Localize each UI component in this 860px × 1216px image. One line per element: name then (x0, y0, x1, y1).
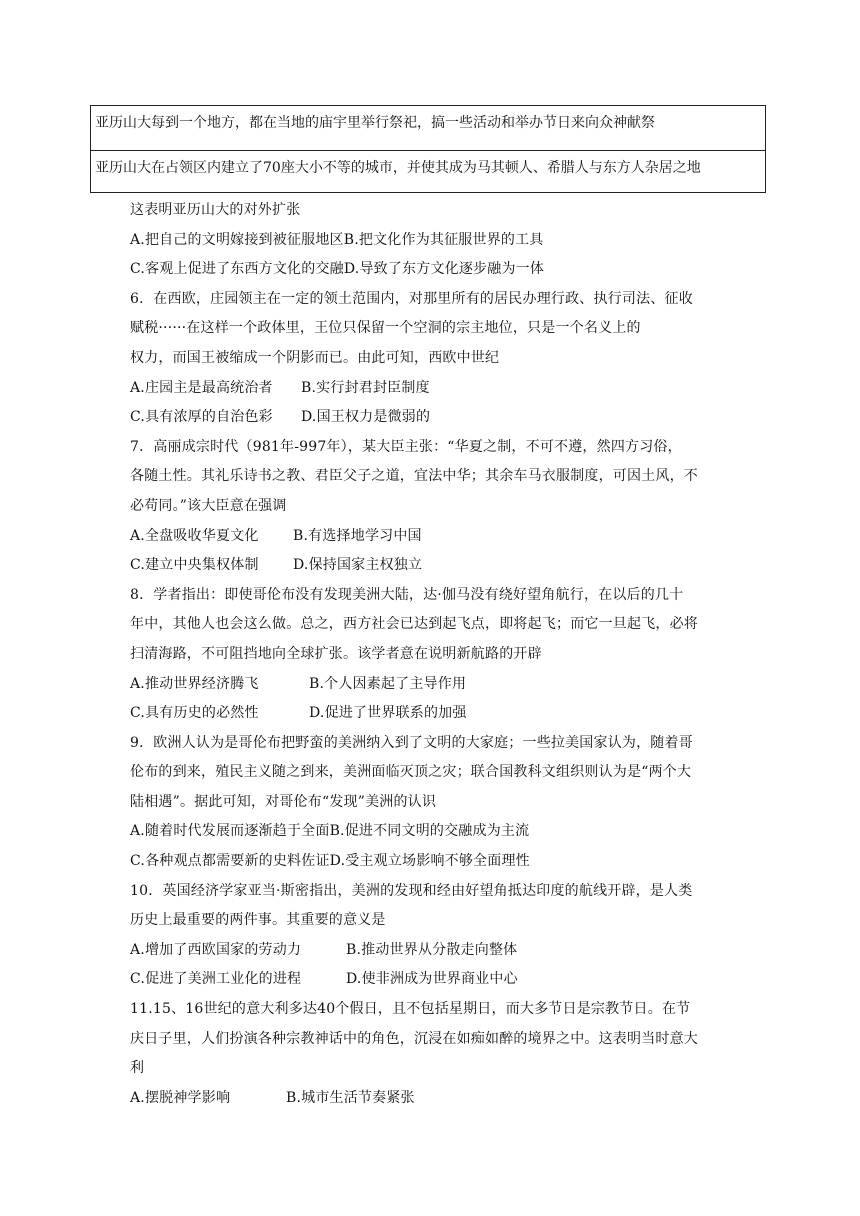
text-line: 10．英国经济学家亚当·斯密指出，美洲的发现和经由好望角抵达印度的航线开辟，是人类 (130, 882, 693, 899)
answer-options-line (130, 817, 770, 847)
answer-options-line (130, 936, 770, 966)
answer-options-line (130, 551, 770, 581)
quote-table (90, 105, 766, 193)
answer-option: B.城市生活节奏紧张 (286, 1089, 415, 1106)
answer-options-line (130, 226, 770, 256)
answer-option: D.使非洲成为世界商业中心 (346, 971, 518, 988)
answer-options-line (130, 847, 770, 877)
answer-option: B.促进不同文明的交融成为主流 (329, 823, 530, 840)
answer-options-line (130, 403, 770, 433)
text-line: 年中，其他人也会这么做。总之，西方社会已达到起飞点，即将起飞；而它一旦起飞，必将 (130, 616, 698, 633)
answer-option: D.保持国家主权独立 (293, 557, 423, 574)
text-line: 各随土性。其礼乐诗书之教、君臣父子之道，宜法中华；其余车马衣服制度，可因土风，不 (130, 468, 698, 485)
answer-option: C.具有浓厚的自治色彩 (130, 409, 273, 426)
answer-options-line (130, 522, 770, 552)
text-line: 权力，而国王被缩成一个阴影而已。由此可知，西欧中世纪 (130, 349, 500, 366)
answer-option: B.推动世界从分散走向整体 (346, 941, 518, 958)
table-row: 亚历山大每到一个地方，都在当地的庙宇里举行祭祀，搞一些活动和举办节日来向众神献祭 (95, 115, 655, 131)
answer-options-line (130, 255, 770, 285)
answer-options-line (130, 670, 770, 700)
answer-option: C.具有历史的必然性 (130, 705, 259, 722)
answer-option: C.建立中央集权体制 (130, 557, 259, 574)
answer-option: A.庄园主是最高统治者 (130, 379, 273, 396)
table-row: 亚历山大在占领区内建立了70座大小不等的城市，并使其成为马其顿人、希腊人与东方人杂居之地 (91, 150, 765, 194)
text-line: 赋税······在这样一个政体里，王位只保留一个空洞的宗主地位，只是一个名义上的 (130, 320, 641, 337)
answer-option: C.客观上促进了东西方文化的交融 (130, 261, 344, 278)
answer-options-line (130, 374, 770, 404)
text-line: 8．学者指出：即使哥伦布没有发现美洲大陆，达·伽马没有绕好望角航行，在以后的几十 (130, 586, 684, 603)
answer-option: B.实行封君封臣制度 (301, 379, 430, 396)
text-line: 7．高丽成宗时代（981年-997年），某大臣主张：“华夏之制，不可不遵，然四方习俗， (130, 438, 682, 455)
answer-options-line (130, 699, 770, 729)
answer-option: B.把文化作为其征服世界的工具 (343, 231, 544, 248)
answer-option: D.受主观立场影响不够全面理性 (329, 853, 530, 870)
question-text (130, 196, 770, 1113)
text-line: 陆相遇”。据此可知，对哥伦布“发现”美洲的认识 (130, 793, 437, 810)
answer-option: C.各种观点都需要新的史料佐证 (130, 853, 330, 870)
answer-option: D.导致了东方文化逐步融为一体 (343, 261, 545, 278)
text-line: 庆日子里，人们扮演各种宗教神话中的角色，沉浸在如痴如醉的境界之中。这表明当时意大 (130, 1030, 698, 1047)
answer-option: A.随着时代发展而逐渐趋于全面 (130, 823, 330, 840)
answer-option: A.增加了西欧国家的劳动力 (130, 941, 302, 958)
answer-option: A.全盘吸收华夏文化 (130, 527, 259, 544)
answer-options-line (130, 965, 770, 995)
text-line: 9．欧洲人认为是哥伦布把野蛮的美洲纳入到了文明的大家庭；一些拉美国家认为，随着哥 (130, 734, 693, 751)
text-line: 伦布的到来，殖民主义随之到来，美洲面临灭顶之灾；联合国教科文组织则认为是“两个大 (130, 764, 692, 781)
text-line: 利 (130, 1060, 145, 1077)
text-line: 6．在西欧，庄园领主在一定的领土范围内，对那里所有的居民办理行政、执行司法、征收 (130, 290, 693, 307)
answer-option: A.把自己的文明嫁接到被征服地区 (130, 231, 344, 248)
answer-option: B.个人因素起了主导作用 (309, 675, 467, 692)
answer-option: D.促进了世界联系的加强 (309, 705, 467, 722)
text-line: 扫清海路，不可阻挡地向全球扩张。该学者意在说明新航路的开辟 (130, 645, 542, 662)
answer-option: B.有选择地学习中国 (293, 527, 422, 544)
answer-option: A.推动世界经济腾飞 (130, 675, 259, 692)
text-line: 历史上最重要的两件事。其重要的意义是 (130, 912, 386, 929)
answer-option: C.促进了美洲工业化的进程 (130, 971, 302, 988)
answer-option: D.国王权力是微弱的 (301, 409, 431, 426)
answer-options-line (130, 1084, 770, 1114)
text-line: 必苟同。”该大臣意在强调 (130, 497, 287, 514)
text-line: 这表明亚历山大的对外扩张 (130, 202, 301, 218)
answer-option: A.摆脱神学影响 (130, 1089, 231, 1106)
text-line: 11.15、16世纪的意大利多达40个假日，且不包括星期日，而大多节日是宗教节日。在节 (130, 1001, 691, 1018)
